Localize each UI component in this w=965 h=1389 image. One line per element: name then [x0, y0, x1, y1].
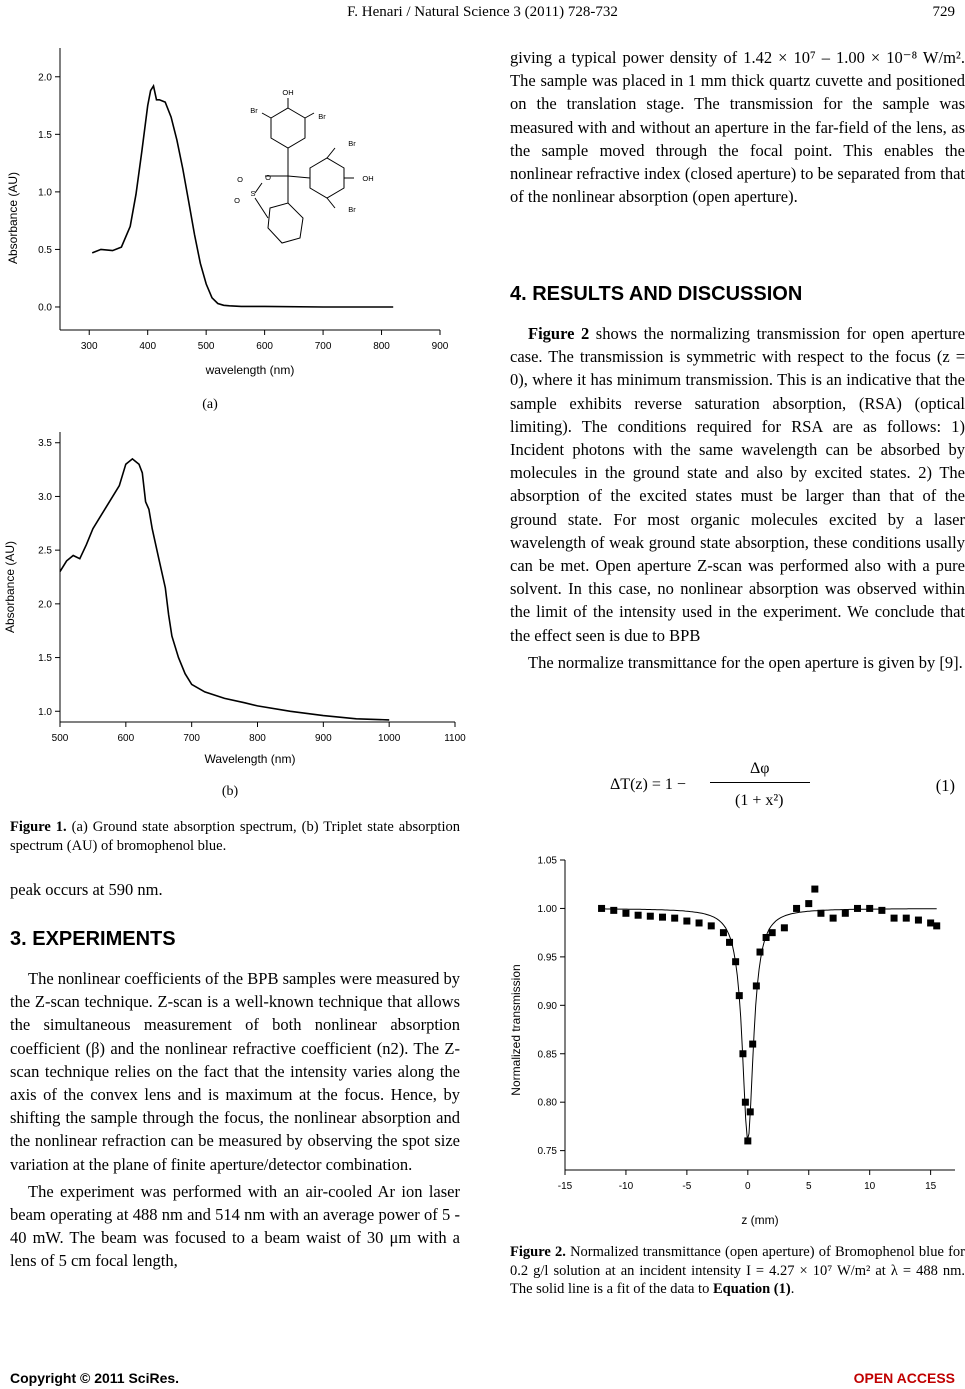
data-point: [726, 939, 733, 946]
figure-1-caption: Figure 1. (a) Ground state absorption spectrum, (b) Triplet state absorption spectrum (AU) of bromophenol blue.: [10, 819, 460, 854]
data-point: [903, 915, 910, 922]
data-point: [805, 900, 812, 907]
paragraph-normalize: The normalize transmittance for the open aperture is given by [9].: [528, 652, 963, 672]
data-point: [622, 910, 629, 917]
data-point: [696, 919, 703, 926]
copyright: Copyright © 2011 SciRes.: [10, 1370, 180, 1386]
right-body-results: [510, 322, 965, 674]
open-access-link[interactable]: OPEN ACCESS: [853, 1370, 955, 1386]
paragraph-continuation: giving a typical power density of 1.42 × 10⁷ – 1.00 × 10⁻⁸ W/m². The sample was placed in 1 mm thick quartz cuvette and positioned on the translation stage. The transmission for the sample was measured with and without an aperture in the far-field of the lens, as the sample moved through the focal point. This enables the nonlinear refractive index (closed aperture) to be separated from that of the nonlinear absorption (open aperture).: [510, 48, 965, 207]
data-point: [817, 910, 824, 917]
x-tick-label: 700: [183, 733, 201, 744]
x-tick-label: 1100: [444, 733, 466, 744]
data-point: [610, 907, 617, 914]
x-tick-label: 500: [197, 341, 215, 352]
x-tick-label: 15: [925, 1181, 937, 1192]
section-4-title: 4. RESULTS AND DISCUSSION: [510, 283, 803, 305]
x-tick-label: -15: [557, 1181, 573, 1192]
svg-text:O: O: [265, 173, 271, 182]
figure-1a-chart: [0, 38, 470, 383]
data-point: [878, 907, 885, 914]
y-tick-label: 0.85: [537, 1049, 557, 1061]
svg-text:Br: Br: [250, 106, 258, 115]
x-tick-label: 400: [139, 341, 157, 352]
eq-lhs: ΔT(z) = 1 −: [610, 776, 686, 793]
x-tick-label: 500: [51, 733, 69, 744]
figure-2-caption: Figure 2. Normalized transmittance (open aperture) of Bromophenol blue for 0.2 g/l solution at an incident intensity I = 4.27 × 10⁷ W/m² at λ = 488 nm. The solid line is a fit of the data to Equation (1).: [510, 1244, 965, 1297]
svg-text:OH: OH: [362, 174, 374, 183]
y-tick-label: 0.90: [537, 1000, 557, 1012]
fit-curve: [602, 909, 937, 1140]
figure-2-chart: [500, 850, 965, 1235]
data-point: [933, 922, 940, 929]
y-tick-label: 0.95: [537, 952, 557, 964]
x-tick-label: 10: [864, 1181, 876, 1192]
y-tick-label: 1.5: [38, 653, 52, 665]
data-point: [891, 915, 898, 922]
data-point: [671, 915, 678, 922]
page-number: 729: [932, 4, 955, 20]
figure-1b-label: (b): [221, 784, 239, 799]
data-point: [720, 929, 727, 936]
x-tick-label: -10: [618, 1181, 634, 1192]
eq-numerator: Δφ: [750, 760, 770, 777]
y-tick-label: 1.5: [38, 129, 52, 141]
x-tick-label: 800: [249, 733, 266, 744]
x-tick-label: -5: [682, 1181, 692, 1192]
data-point: [739, 1050, 746, 1057]
paragraph-results: Figure 2 shows the normalizing transmission for open aperture case. The transmission is symmetric with respect to the focus (z = 0), where it has minimum transmission. This is an indicative that the sample exhibits reverse saturation absorption, (RSA) (optical limiting). The conditions required for RSA are as follows: 1) Incident photons with the same wavelength can be absorbed by molecules in the ground state and also by excited states. 2) The absorption of the excited states must be larger than that of the ground state. For most organic molecules excited by a laser wavelength of weak ground state absorption, these conditions usally can be met. Open aperture Z-scan was performed also with a pure solvent. In this case, no nonlinear absorption was observed within the limit of the intensity used in the experiment. We conclude that the effect seen is due to BPB: [510, 324, 965, 645]
data-point: [830, 915, 837, 922]
y-tick-label: 3.5: [38, 438, 52, 450]
data-point: [763, 934, 770, 941]
y-tick-label: 0.75: [537, 1146, 557, 1158]
data-point: [915, 917, 922, 924]
svg-text:Br: Br: [318, 112, 326, 121]
paragraph-2: The experiment was performed with an air-cooled Ar ion laser beam operating at 488 nm and 514 nm with an average power of 5 - 40 mW. The beam was focused to a beam waist of 30 μm with a lens of 5 cm focal length,: [10, 1181, 460, 1271]
data-point: [842, 910, 849, 917]
data-point: [708, 922, 715, 929]
svg-text:OH: OH: [282, 88, 294, 97]
figure-1b-chart: [0, 432, 470, 772]
x-tick-label: 700: [314, 341, 332, 352]
x-tick-label: 600: [117, 733, 135, 744]
data-point: [749, 1041, 756, 1048]
ylabel: Absorbance (AU): [3, 540, 17, 634]
y-tick-label: 1.0: [38, 706, 52, 718]
svg-text:O: O: [237, 175, 243, 184]
x-tick-label: 800: [373, 341, 390, 352]
ylabel: Normalized transmission: [509, 964, 523, 1096]
ground-state-spectrum-line: [92, 86, 393, 307]
y-tick-label: 0.80: [537, 1097, 557, 1109]
x-tick-label: 600: [256, 341, 273, 352]
xlabel: z (mm): [741, 1213, 779, 1227]
equation-1: [610, 760, 840, 820]
left-fragment: peak occurs at 590 nm.: [10, 880, 163, 899]
y-tick-label: 1.0: [38, 187, 52, 199]
bromophenol-blue-structure: [255, 98, 354, 243]
y-tick-label: 1.05: [537, 855, 557, 867]
data-point: [736, 992, 743, 999]
y-tick-label: 2.0: [38, 599, 52, 611]
paragraph-1: The nonlinear coefficients of the BPB samples were measured by the Z-scan technique. Z-scan is a well-known technique that allows the simultaneous measurement of both nonlinear absorption coefficient (β) and the nonlinear refractive coefficient (n2). The Z-scan technique relies on the fact that the intensity varies along the axis of the convex lens and is maximum at the focus. Hence, by shifting the sample through the focus, the nonlinear absorption and the nonlinear refraction can be measured by observing the spot size variation at the plane of finite aperture/detector combination.: [10, 969, 460, 1174]
x-tick-label: 900: [431, 341, 449, 352]
running-header: F. Henari / Natural Science 3 (2011) 728-732: [347, 4, 618, 20]
x-tick-label: 1000: [378, 733, 401, 744]
y-tick-label: 1.00: [537, 903, 557, 915]
data-point: [635, 912, 642, 919]
svg-text:Br: Br: [348, 139, 356, 148]
data-point: [744, 1137, 751, 1144]
data-point: [747, 1108, 754, 1115]
left-body: [10, 967, 460, 1273]
section-3-title: 3. EXPERIMENTS: [10, 928, 176, 950]
triplet-state-spectrum-line: [60, 459, 389, 720]
ylabel: Absorbance (AU): [6, 171, 20, 265]
xlabel: Wavelength (nm): [204, 752, 296, 766]
data-point: [742, 1099, 749, 1106]
data-point: [793, 905, 800, 912]
data-point: [781, 924, 788, 931]
data-point: [811, 886, 818, 893]
eq-fraction-bar: [710, 782, 810, 783]
data-point: [753, 982, 760, 989]
data-point: [647, 913, 654, 920]
y-tick-label: 3.0: [38, 491, 52, 503]
data-point: [757, 949, 764, 956]
figure-1a-label: (a): [202, 397, 218, 412]
x-tick-label: 0: [745, 1181, 751, 1192]
x-tick-label: 5: [805, 1181, 812, 1192]
svg-text:Br: Br: [348, 205, 356, 214]
data-point: [683, 918, 690, 925]
molecule-labels: [234, 88, 374, 214]
eq-denominator: (1 + x²): [735, 792, 784, 809]
equation-number: (1): [935, 776, 955, 795]
xlabel: wavelength (nm): [205, 363, 295, 377]
svg-text:O: O: [234, 196, 240, 205]
svg-text:S: S: [250, 189, 256, 198]
y-tick-label: 0.5: [38, 244, 52, 256]
data-point: [927, 919, 934, 926]
x-tick-label: 900: [314, 733, 332, 744]
data-point: [769, 929, 776, 936]
data-point: [732, 958, 739, 965]
y-tick-label: 0.0: [38, 302, 52, 314]
data-point: [866, 905, 873, 912]
y-tick-label: 2.0: [38, 72, 52, 84]
right-body-top: [510, 46, 965, 208]
data-point: [659, 914, 666, 921]
data-point: [598, 905, 605, 912]
y-tick-label: 2.5: [38, 545, 52, 557]
x-tick-label: 300: [80, 341, 98, 352]
data-point: [854, 905, 861, 912]
